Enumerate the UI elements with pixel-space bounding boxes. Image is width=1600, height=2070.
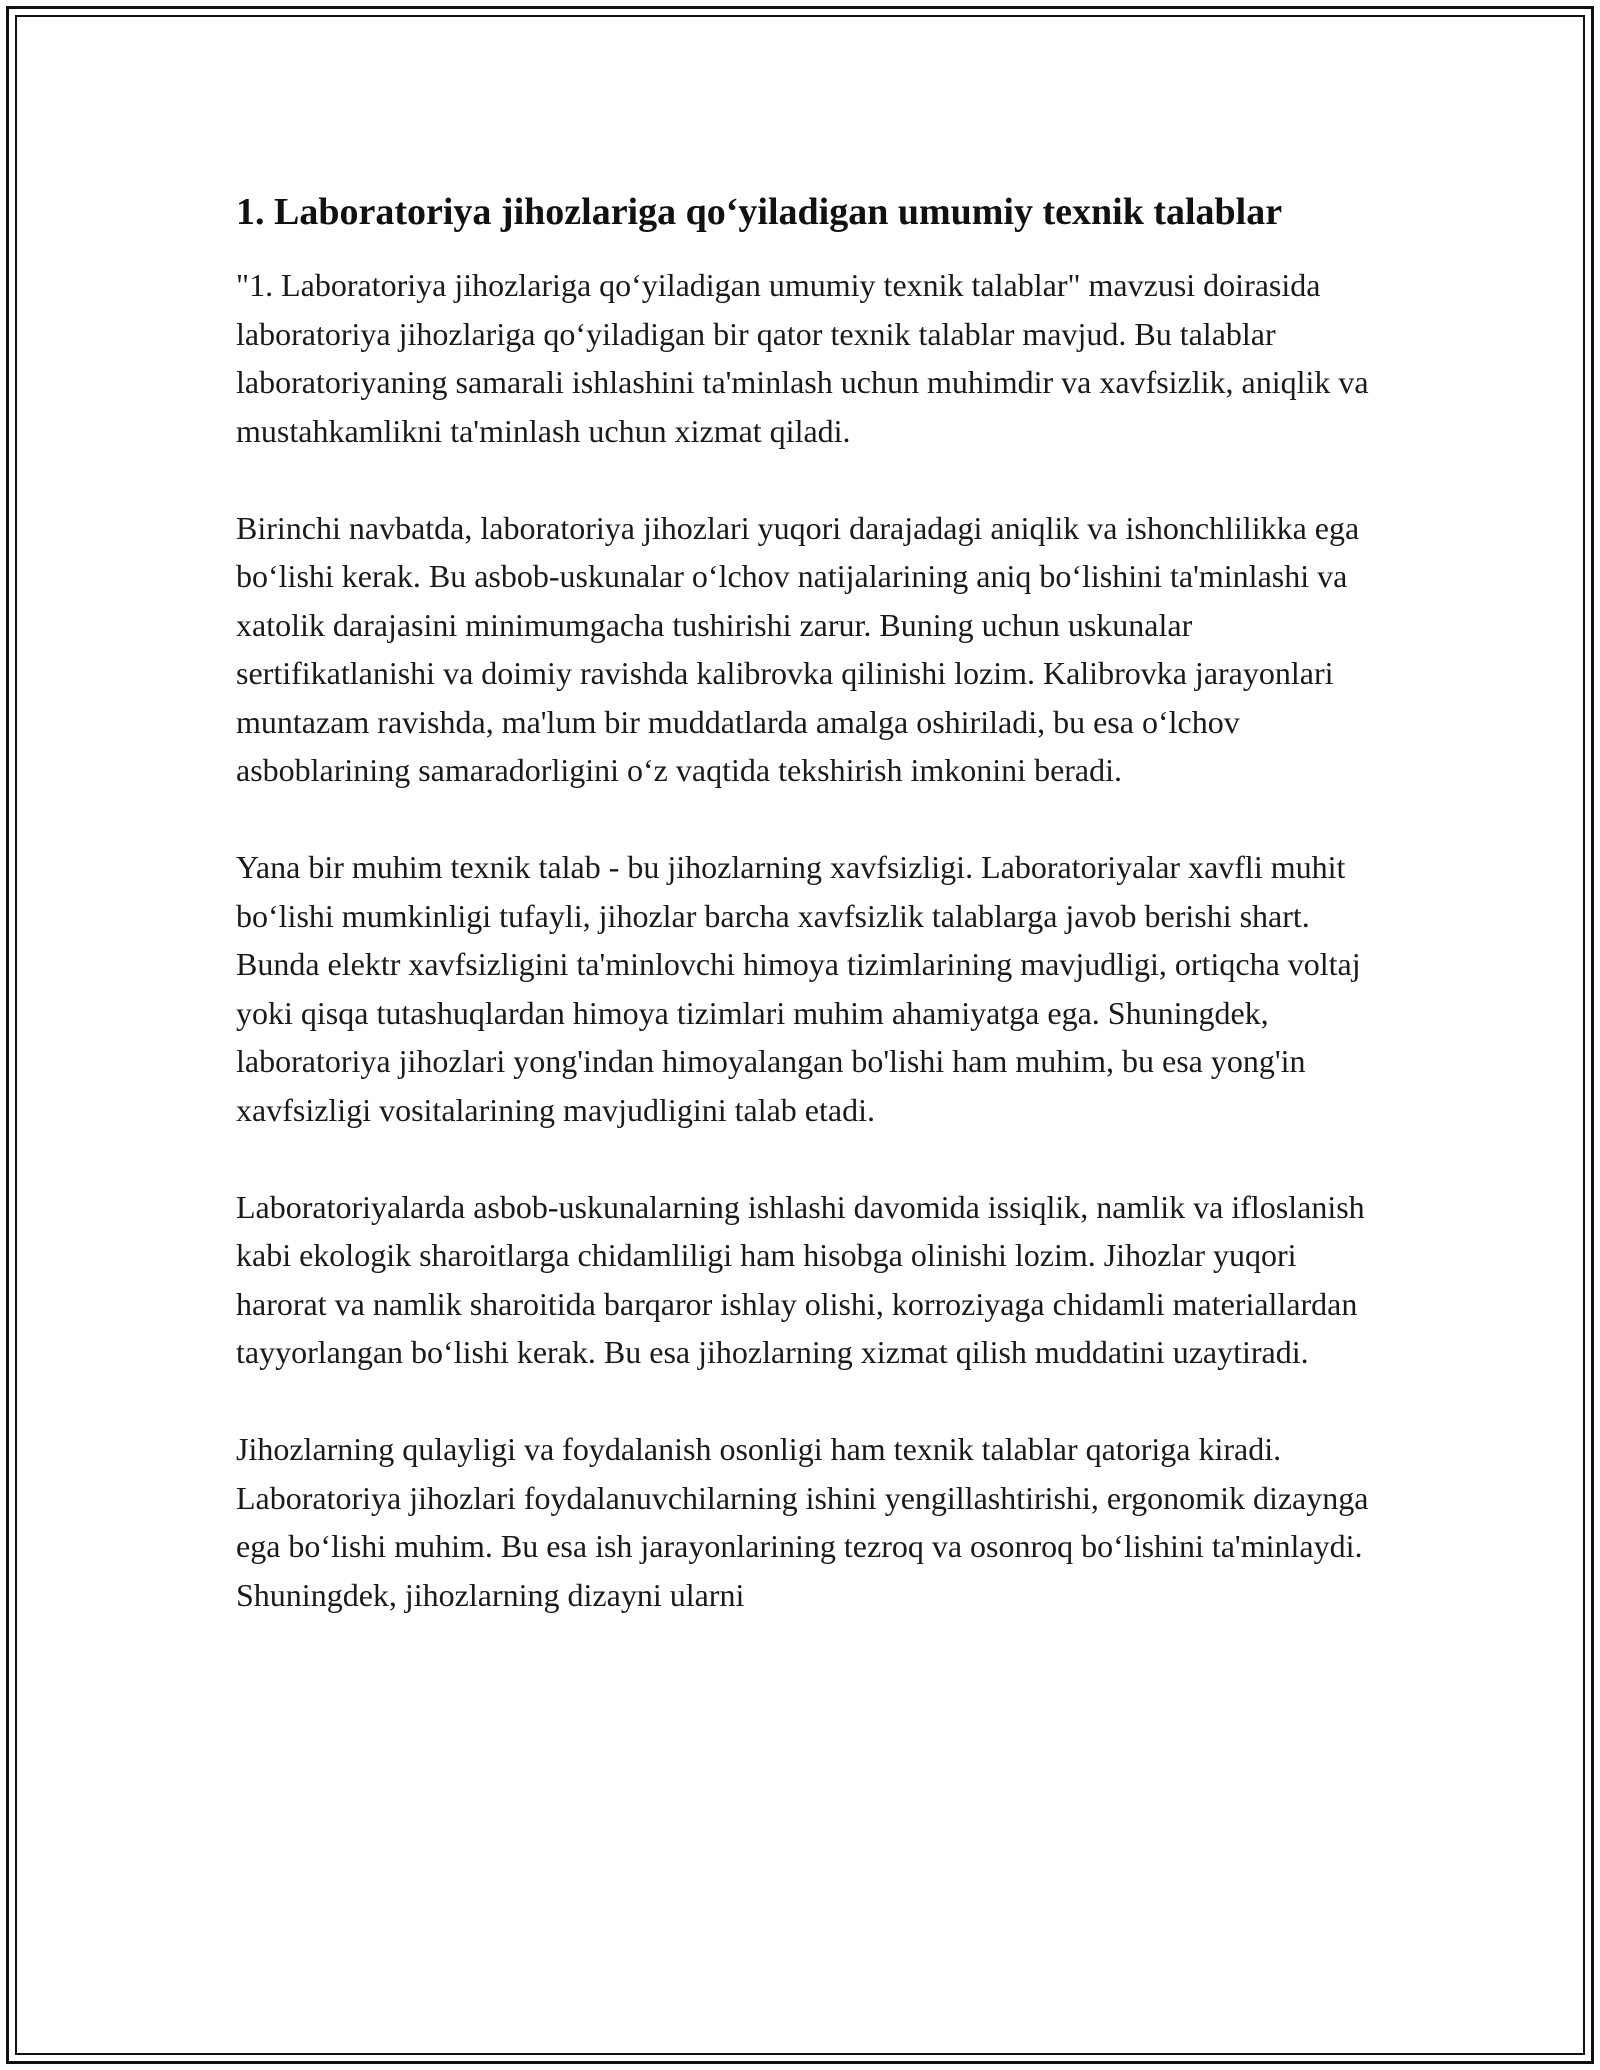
paragraph-safety: Yana bir muhim texnik talab - bu jihozlarning xavfsizligi. Laboratoriyalar xavfli muhit bo‘lishi mumkinligi tufayli, jihozlar barcha xavfsizlik talablarga javob berishi shart. Bunda elektr xavfsizligini ta'minlovchi himoya tizimlarining mavjudligi, ortiqcha voltaj yoki qisqa tutashuqlardan himoya tizimlari muhim ahamiyatga ega. Shuningdek, laboratoriya jihozlari yong'indan himoyalangan bo'lishi ham muhim, bu esa yong'in xavfsizligi vositalarining mavjudligini talab etadi.: [236, 849, 1361, 1128]
paragraph-environment: Laboratoriyalarda asbob-uskunalarning ishlashi davomida issiqlik, namlik va ifloslanish kabi ekologik sharoitlarga chidamliligi ham hisobga olinishi lozim. Jihozlar yuqori harorat va namlik sharoitida barqaror ishlay olishi, korroziyaga chidamli materiallardan tayyorlangan bo‘lishi kerak. Bu esa jihozlarning xizmat qilish muddatini uzaytiradi.: [236, 1188, 1365, 1370]
paragraph-intro: "1. Laboratoriya jihozlariga qo‘yiladigan umumiy texnik talablar" mavzusi doirasida laboratoriya jihozlariga qo‘yiladigan bir qator texnik talablar mavjud. Bu talablar laboratoriyaning samarali ishlashini ta'minlash uchun muhimdir va xavfsizlik, aniqlik va mustahkamlikni ta'minlash uchun xizmat qiladi.: [236, 267, 1369, 449]
section-title: 1. Laboratoriya jihozlariga qo‘yiladigan umumiy texnik talablar: [236, 191, 1283, 233]
paragraph-accuracy: Birinchi navbatda, laboratoriya jihozlari yuqori darajadagi aniqlik va ishonchlilikka ega bo‘lishi kerak. Bu asbob-uskunalar o‘lchov natijalarining aniq bo‘lishini ta'minlashi va xatolik darajasini minimumgacha tushirishi zarur. Buning uchun uskunalar sertifikatlanishi va doimiy ravishda kalibrovka qilinishi lozim. Kalibrovka jarayonlari muntazam ravishda, ma'lum bir muddatlarda amalga oshiriladi, bu esa o‘lchov asboblarining samaradorligini o‘z vaqtida tekshirish imkonini beradi.: [236, 509, 1360, 788]
document-body: [236, 186, 1372, 1619]
paragraph-usability: Jihozlarning qulayligi va foydalanish osonligi ham texnik talablar qatoriga kiradi. Laboratoriya jihozlari foydalanuvchilarning ishini yengillashtirishi, ergonomik dizaynga ega bo‘lishi muhim. Bu esa ish jarayonlarining tezroq va osonroq bo‘lishini ta'minlaydi. Shuningdek, jihozlarning dizayni ularni: [236, 1431, 1369, 1613]
